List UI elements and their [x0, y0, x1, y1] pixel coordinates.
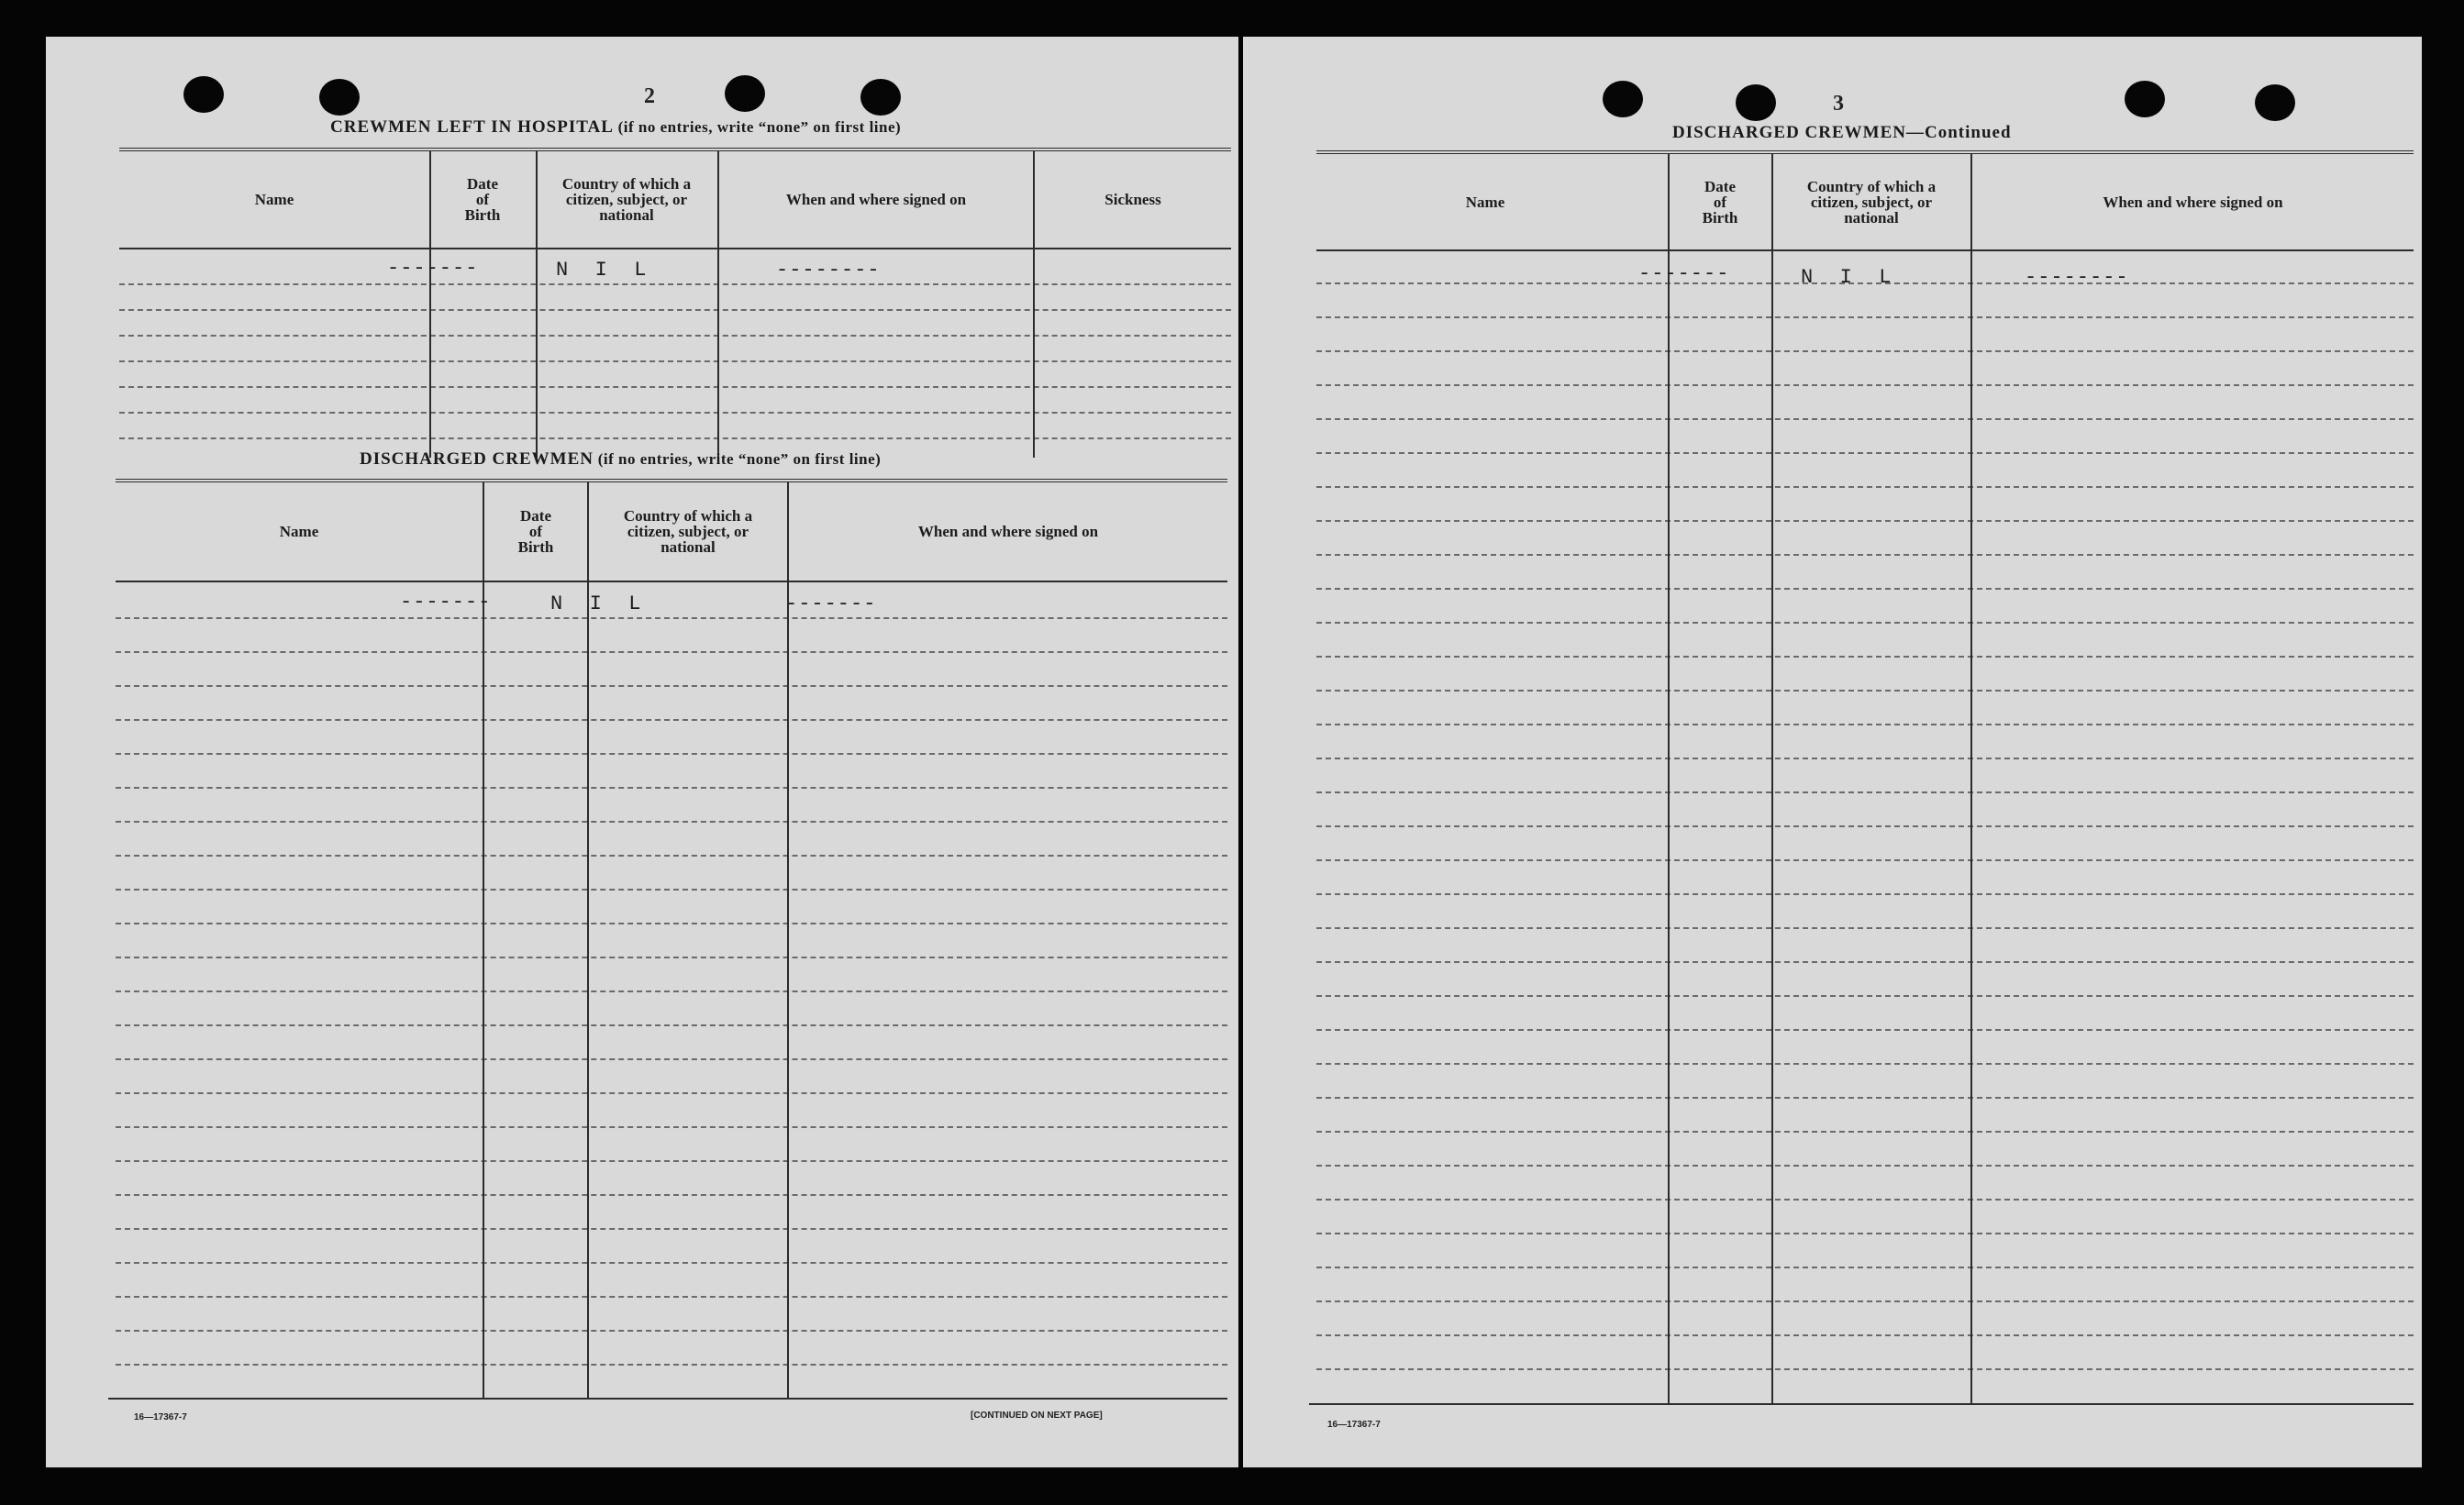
row-rule [1316, 520, 2414, 522]
discharged-col-name: Name [279, 522, 319, 540]
discharged-header-rule [116, 581, 1227, 582]
hospital-col-sickness: Sickness [1104, 190, 1161, 208]
punch-hole [183, 76, 224, 113]
discharged-section-title [360, 449, 881, 470]
column-divider [587, 482, 589, 1398]
row-rule [119, 386, 1231, 388]
row-rule [1316, 1063, 2414, 1065]
continued-entry-name-dash: ------- [1638, 262, 1730, 285]
row-rule [1316, 927, 2414, 929]
row-rule [119, 412, 1231, 414]
row-rule [116, 753, 1227, 755]
row-rule [1316, 859, 2414, 861]
hospital-table-top-rule [119, 148, 1231, 151]
row-rule [119, 335, 1231, 337]
discharged-continued-title [1672, 123, 2012, 143]
row-rule [1316, 995, 2414, 997]
row-rule [1316, 350, 2414, 352]
row-rule [1316, 1199, 2414, 1201]
row-rule [1316, 724, 2414, 725]
hospital-entry-country: N I L [556, 259, 648, 282]
hospital-header-rule [119, 248, 1231, 249]
column-divider [1033, 150, 1035, 458]
column-divider [787, 482, 789, 1398]
page-number: 2 [644, 84, 655, 108]
row-rule [1316, 961, 2414, 963]
row-rule [116, 685, 1227, 687]
row-rule [1316, 1029, 2414, 1031]
punch-hole [2255, 84, 2295, 121]
row-rule [116, 1024, 1227, 1026]
row-rule [116, 617, 1227, 619]
continued-title-main: DISCHARGED CREWMEN—Continued [1672, 123, 2012, 142]
continued-col-country: Country of which a citizen, subject, or national [1806, 177, 1937, 227]
left-page [46, 37, 1238, 1467]
row-rule [116, 1194, 1227, 1196]
row-rule [1316, 825, 2414, 827]
punch-hole [1603, 81, 1643, 117]
row-rule [1316, 384, 2414, 386]
column-divider [483, 482, 484, 1398]
row-rule [116, 719, 1227, 721]
row-rule [1316, 622, 2414, 624]
row-rule [1316, 1233, 2414, 1234]
column-divider [1771, 154, 1773, 1403]
column-divider [429, 150, 431, 458]
punch-hole [2125, 81, 2165, 117]
row-rule [1316, 1097, 2414, 1099]
page-number: 3 [1833, 92, 1844, 116]
row-rule [1316, 758, 2414, 759]
row-rule [116, 1296, 1227, 1298]
discharged-col-country: Country of which a citizen, subject, or national [623, 506, 753, 556]
row-rule [1316, 1334, 2414, 1336]
discharged-entry-name-dash: ------- [400, 591, 492, 614]
hospital-col-signed: When and where signed on [785, 190, 967, 208]
row-rule [1316, 791, 2414, 793]
discharged-title-note: (if no entries, write “none” on first line) [597, 450, 882, 468]
row-rule [1316, 1300, 2414, 1302]
discharged-table-top-rule [116, 479, 1227, 482]
hospital-entry-signed-dash: -------- [776, 259, 881, 282]
punch-hole [319, 79, 360, 116]
punch-hole [860, 79, 901, 116]
row-rule [1316, 452, 2414, 454]
row-rule [119, 360, 1231, 362]
hospital-entry-name-dash: ------- [387, 257, 479, 280]
continued-entry-country: N I L [1801, 266, 1892, 289]
row-rule [1316, 588, 2414, 590]
row-rule [116, 1330, 1227, 1332]
continued-note: [CONTINUED ON NEXT PAGE] [971, 1411, 1103, 1421]
row-rule [116, 1262, 1227, 1264]
punch-hole [725, 75, 765, 112]
hospital-title-note: (if no entries, write “none” on first line) [617, 118, 902, 136]
continued-bottom-rule [1309, 1403, 2414, 1405]
continued-table-top-rule [1316, 150, 2414, 154]
row-rule [1316, 690, 2414, 692]
row-rule [116, 990, 1227, 992]
discharged-entry-signed-dash: ------- [785, 592, 877, 615]
hospital-title-main: CREWMEN LEFT IN HOSPITAL [330, 117, 614, 137]
row-rule [116, 1126, 1227, 1128]
row-rule [116, 1228, 1227, 1230]
row-rule [116, 1058, 1227, 1060]
hospital-col-dob: Date of Birth [464, 174, 501, 224]
row-rule [119, 283, 1231, 285]
row-rule [116, 821, 1227, 823]
discharged-title-main: DISCHARGED CREWMEN [360, 449, 594, 469]
row-rule [119, 437, 1231, 439]
row-rule [1316, 316, 2414, 318]
discharged-col-dob: Date of Birth [517, 506, 554, 556]
row-rule [116, 1092, 1227, 1094]
hospital-col-name: Name [254, 190, 294, 208]
row-rule [1316, 1267, 2414, 1268]
row-rule [1316, 418, 2414, 420]
row-rule [1316, 486, 2414, 488]
row-rule [1316, 1368, 2414, 1370]
row-rule [1316, 554, 2414, 556]
column-divider [717, 150, 719, 458]
row-rule [1316, 1165, 2414, 1167]
continued-entry-signed-dash: -------- [2025, 266, 2129, 289]
row-rule [1316, 656, 2414, 658]
row-rule [1316, 893, 2414, 895]
row-rule [116, 855, 1227, 857]
right-page [1243, 37, 2422, 1467]
hospital-col-country: Country of which a citizen, subject, or national [561, 174, 692, 224]
continued-header-rule [1316, 249, 2414, 251]
form-code: 16—17367-7 [1327, 1420, 1381, 1430]
continued-col-dob: Date of Birth [1702, 177, 1738, 227]
row-rule [119, 309, 1231, 311]
column-divider [1970, 154, 1972, 1403]
discharged-col-signed: When and where signed on [917, 522, 1099, 540]
row-rule [116, 889, 1227, 891]
continued-col-name: Name [1465, 193, 1505, 211]
row-rule [116, 957, 1227, 958]
hospital-section-title [330, 117, 901, 138]
row-rule [116, 923, 1227, 924]
form-code: 16—17367-7 [134, 1412, 187, 1422]
punch-hole [1736, 84, 1776, 121]
row-rule [116, 1160, 1227, 1162]
row-rule [116, 1364, 1227, 1366]
row-rule [116, 651, 1227, 653]
row-rule [116, 787, 1227, 789]
column-divider [536, 150, 538, 458]
discharged-entry-country: N I L [550, 592, 642, 615]
discharged-bottom-rule [108, 1398, 1227, 1400]
column-divider [1668, 154, 1670, 1403]
continued-col-signed: When and where signed on [2103, 193, 2283, 211]
row-rule [1316, 1131, 2414, 1133]
